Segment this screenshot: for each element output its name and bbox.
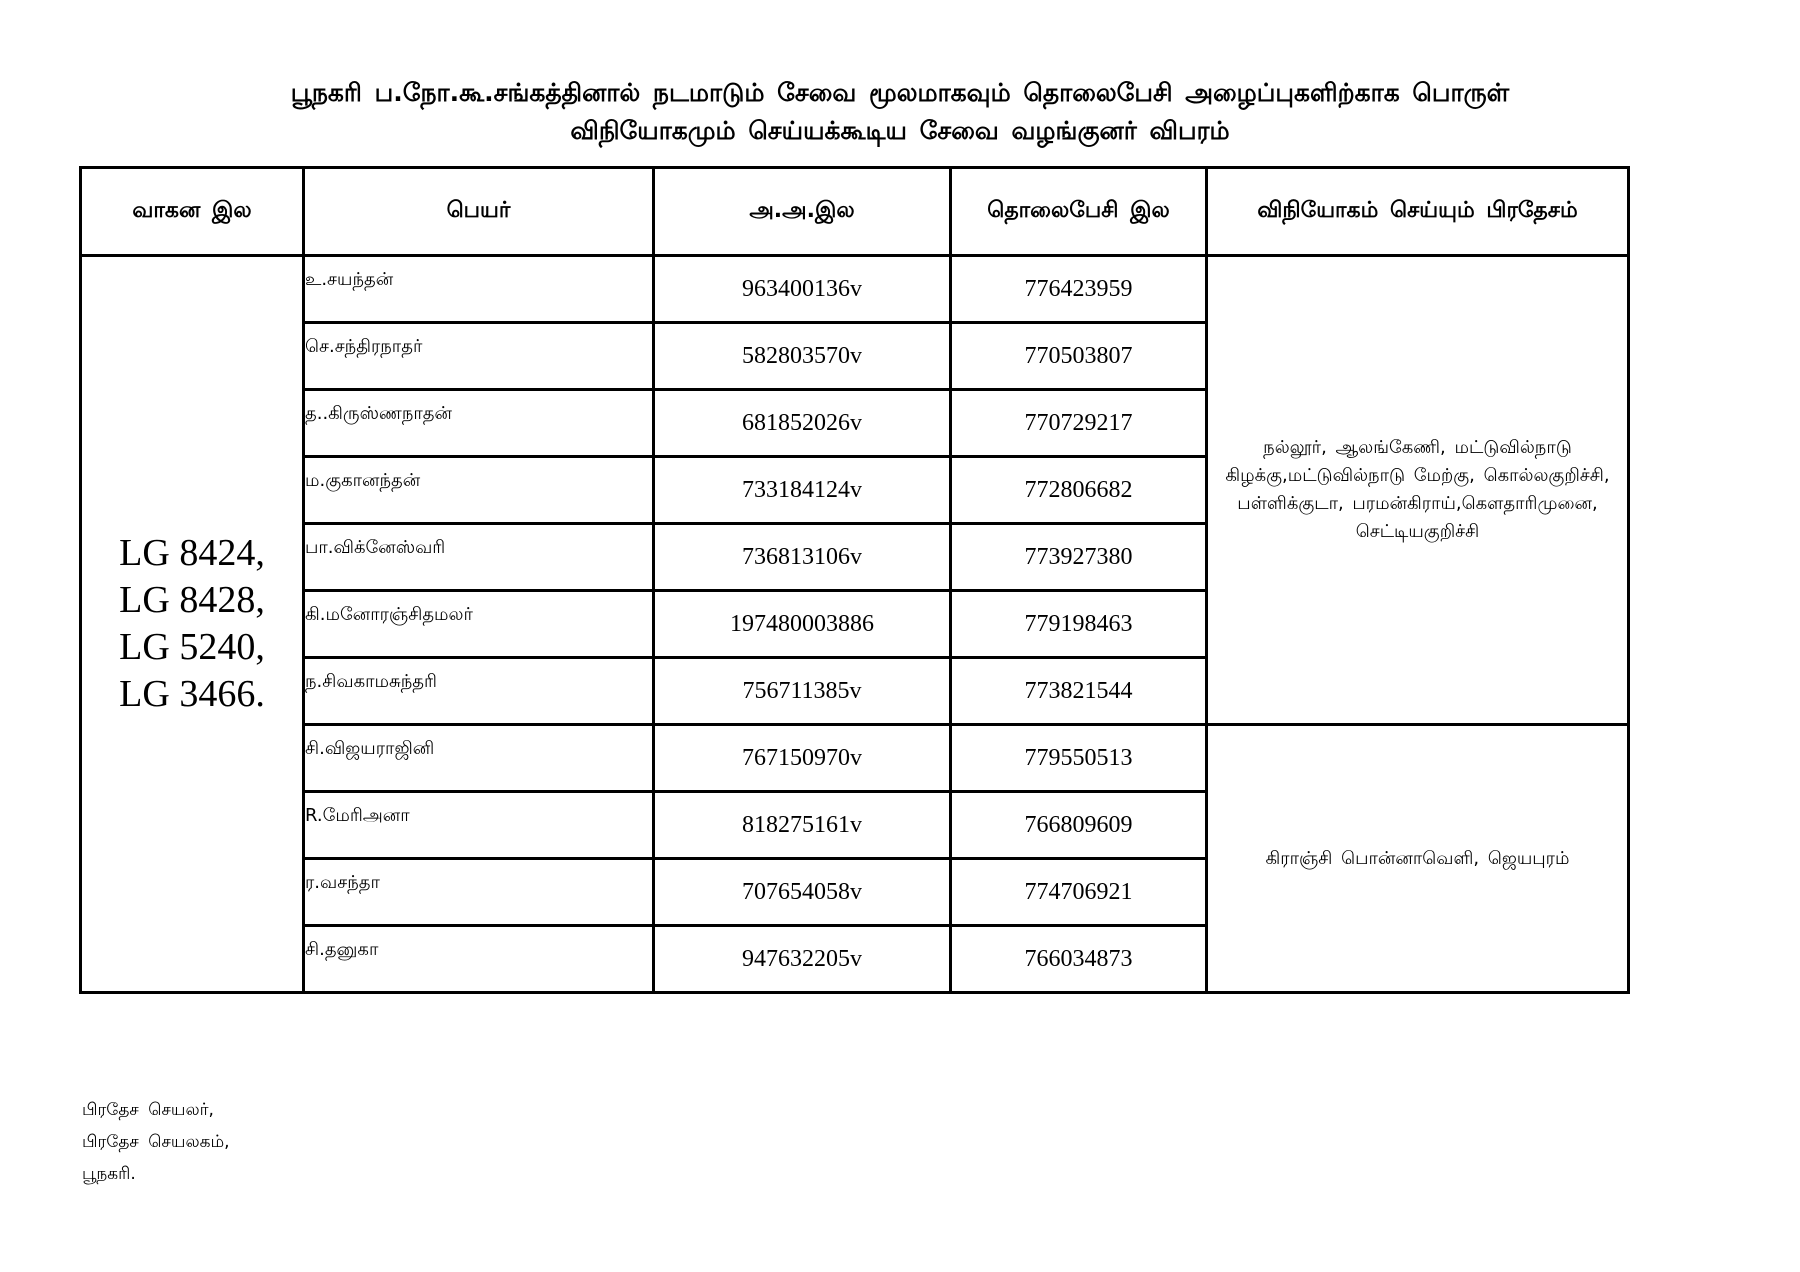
provider-phone: 772806682 bbox=[951, 457, 1207, 524]
provider-nic: 582803570v bbox=[654, 323, 951, 390]
provider-name-text: பா.விக்னேஸ்வரி bbox=[305, 536, 446, 558]
table-row bbox=[81, 725, 1629, 792]
provider-phone: 770729217 bbox=[951, 390, 1207, 457]
provider-name-text: R.மேரிஅனா bbox=[305, 804, 410, 826]
provider-phone: 776423959 bbox=[951, 256, 1207, 323]
provider-nic: 733184124v bbox=[654, 457, 951, 524]
provider-name-text: உ.சயந்தன் bbox=[305, 268, 394, 290]
provider-name-text: ம.குகானந்தன் bbox=[305, 469, 421, 491]
distribution-area-1: நல்லூர், ஆலங்கேணி, மட்டுவில்நாடு கிழக்கு,மட்டுவில்நாடு மேற்கு, கொல்லகுறிச்சி, பள்ளிக்குடா, பரமன்கிராய்,கௌதாரிமுனை, செட்டியகுறிச்சி bbox=[1207, 256, 1629, 725]
provider-name-text: செ.சந்திரநாதர் bbox=[305, 335, 423, 357]
provider-phone: 773821544 bbox=[951, 658, 1207, 725]
provider-name bbox=[304, 792, 654, 859]
signature-office: பிரதேச செயலகம், bbox=[82, 1132, 230, 1152]
provider-name-text: சி.தனுகா bbox=[305, 938, 379, 960]
signature-place: பூநகரி. bbox=[82, 1164, 136, 1184]
service-provider-table bbox=[79, 166, 1630, 994]
provider-nic: 736813106v bbox=[654, 524, 951, 591]
title-line-2: விநியோகமும் செய்யக்கூடிய சேவை வழங்குனர் விபரம் bbox=[570, 116, 1230, 145]
provider-nic: 681852026v bbox=[654, 390, 951, 457]
header-phone-no: தொலைபேசி இல bbox=[951, 168, 1207, 256]
provider-phone: 766034873 bbox=[951, 926, 1207, 993]
provider-name bbox=[304, 323, 654, 390]
provider-name bbox=[304, 256, 654, 323]
provider-phone: 770503807 bbox=[951, 323, 1207, 390]
provider-phone: 774706921 bbox=[951, 859, 1207, 926]
provider-name-text: த..கிருஸ்ணநாதன் bbox=[305, 402, 452, 424]
header-nic-no: அ.அ.இல bbox=[654, 168, 951, 256]
provider-nic: 197480003886 bbox=[654, 591, 951, 658]
provider-nic: 756711385v bbox=[654, 658, 951, 725]
provider-phone: 779198463 bbox=[951, 591, 1207, 658]
vehicle-numbers: LG 8424, LG 8428, LG 5240, LG 3466. bbox=[81, 256, 304, 993]
provider-name-text: ந.சிவகாமசுந்தரி bbox=[305, 670, 437, 692]
provider-name bbox=[304, 725, 654, 792]
provider-nic: 767150970v bbox=[654, 725, 951, 792]
provider-name bbox=[304, 390, 654, 457]
provider-name bbox=[304, 859, 654, 926]
provider-phone: 766809609 bbox=[951, 792, 1207, 859]
provider-name-text: சி.விஜயராஜினி bbox=[305, 737, 435, 759]
table-row bbox=[81, 256, 1629, 323]
document-title bbox=[80, 74, 1720, 150]
provider-phone: 779550513 bbox=[951, 725, 1207, 792]
provider-name bbox=[304, 591, 654, 658]
header-vehicle-no: வாகன இல bbox=[81, 168, 304, 256]
table-header-row bbox=[81, 168, 1629, 256]
header-name: பெயர் bbox=[304, 168, 654, 256]
provider-name bbox=[304, 926, 654, 993]
provider-name bbox=[304, 658, 654, 725]
provider-nic: 947632205v bbox=[654, 926, 951, 993]
provider-nic: 818275161v bbox=[654, 792, 951, 859]
signature-title: பிரதேச செயலர், bbox=[82, 1100, 214, 1120]
provider-name bbox=[304, 524, 654, 591]
provider-name bbox=[304, 457, 654, 524]
header-distribution-area: விநியோகம் செய்யும் பிரதேசம் bbox=[1207, 168, 1629, 256]
provider-name-text: கி.மனோரஞ்சிதமலர் bbox=[305, 603, 473, 625]
provider-phone: 773927380 bbox=[951, 524, 1207, 591]
provider-nic: 707654058v bbox=[654, 859, 951, 926]
provider-name-text: ர.வசந்தா bbox=[305, 871, 380, 893]
signature-block bbox=[82, 1094, 230, 1190]
title-line-1: பூநகரி ப.நோ.கூ.சங்கத்தினால் நடமாடும் சேவை மூலமாகவும் தொலைபேசி அழைப்புகளிற்காக பொருள் bbox=[290, 78, 1510, 107]
distribution-area-2: கிராஞ்சி பொன்னாவெளி, ஜெயபுரம் bbox=[1207, 725, 1629, 993]
provider-nic: 963400136v bbox=[654, 256, 951, 323]
